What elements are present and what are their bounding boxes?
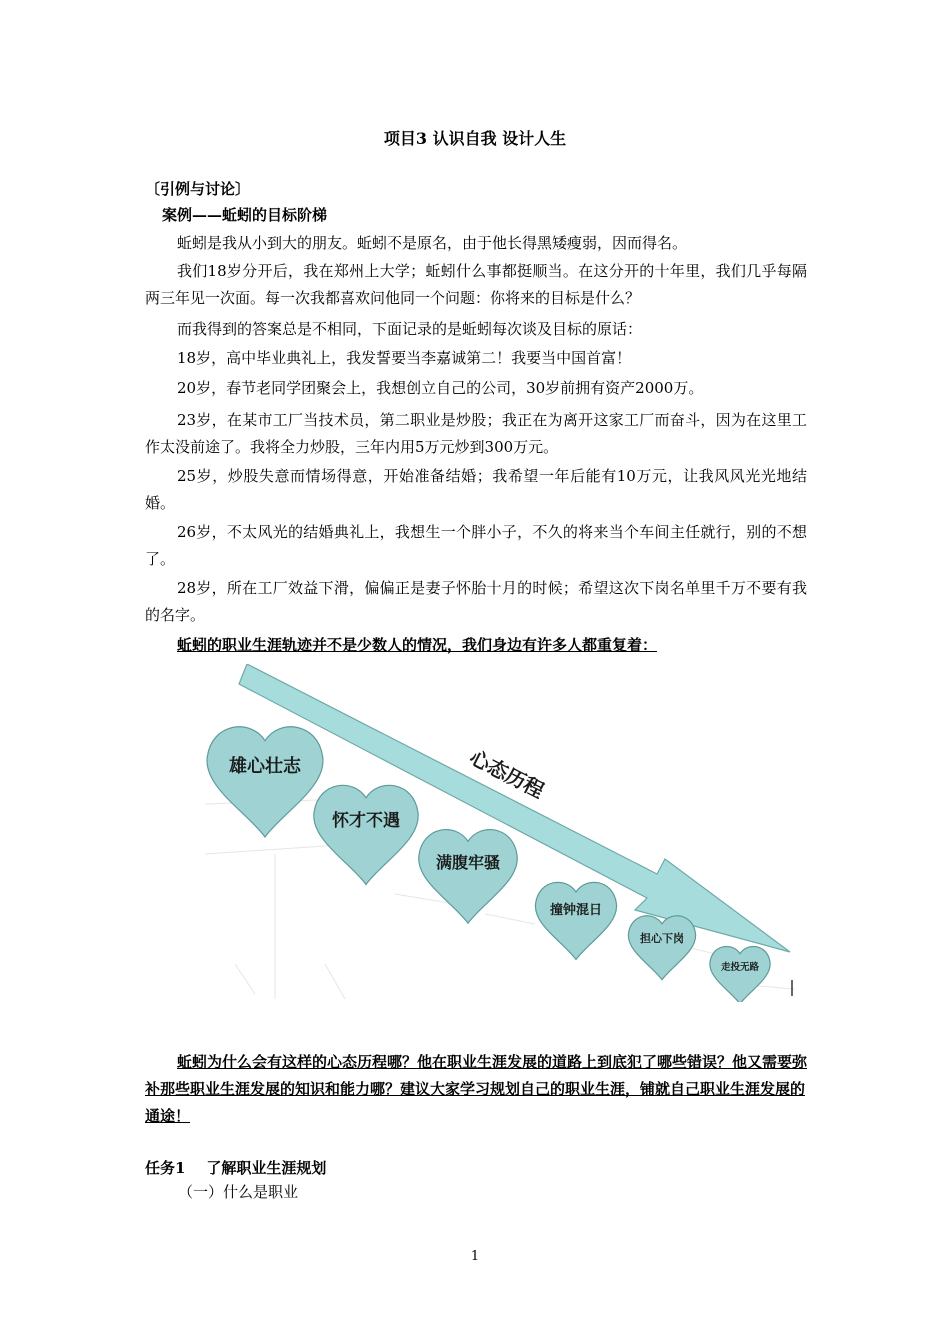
heart-label: 雄心壮志 — [229, 756, 301, 777]
heart-label: 满腹牢骚 — [435, 853, 501, 872]
discussion-question: 蚯蚓为什么会有这样的心态历程哪？他在职业生涯发展的道路上到底犯了哪些错误？他又需要弥补那些职业生涯发展的知识和能力哪？建议大家学习规划自己的职业生涯，铺就自己职业生涯发展的通途！ — [145, 1053, 808, 1125]
task-title: 任务1 了解职业生涯规划 — [145, 1159, 327, 1177]
arrow-label: 心态历程 — [465, 745, 548, 803]
paragraph: 23岁，在某市工厂当技术员，第二职业是炒股；我正在为离开这家工厂而奋斗，因为在这里工作太没前途了。我将全力炒股，三年内用5万元炒到300万元。 — [145, 411, 807, 456]
heart-label: 担心下岗 — [640, 932, 684, 945]
heart-shape — [628, 916, 695, 980]
paragraph: 26岁，不太风光的结婚典礼上，我想生一个胖小子，不久的将来当个车间主任就行，别的不想了。 — [145, 523, 807, 568]
heart-label: 撞钟混日 — [549, 903, 603, 918]
heart-shape — [314, 785, 418, 884]
paragraph: 20岁，春节老同学团聚会上，我想创立自己的公司，30岁前拥有资产2000万。 — [177, 379, 704, 397]
heart-shape — [207, 727, 323, 837]
observation-text: 蚯蚓的职业生涯轨迹并不是少数人的情况，我们身边有许多人都重复着： — [177, 636, 658, 654]
page-title: 项目3 认识自我 设计人生 — [383, 129, 567, 148]
paragraph: 18岁，高中毕业典礼上，我发誓要当李嘉诚第二！我要当中国首富！ — [177, 349, 632, 367]
paragraph: 28岁，所在工厂效益下滑，偏偏正是妻子怀胎十月的时候；希望这次下岗名单里千万不要有我的名字。 — [145, 579, 807, 624]
heart-label: 怀才不遇 — [332, 811, 400, 831]
heart-shape — [710, 946, 770, 1002]
heart-shape — [419, 830, 518, 924]
paragraph: 而我得到的答案总是不相同，下面记录的是蚯蚓每次谈及目标的原话： — [177, 320, 643, 338]
subsection-title: （一）什么是职业 — [178, 1183, 299, 1201]
paragraph: 我们18岁分开后，我在郑州上大学；蚯蚓什么事都挺顺当。在这分开的十年里，我们几乎每隔两三年见一次面。每一次我都喜欢问他同一个问题：你将来的目标是什么？ — [145, 262, 807, 307]
case-title: 案例——蚯蚓的目标阶梯 — [162, 206, 328, 224]
paragraph: 25岁，炒股失意而情场得意，开始准备结婚；我希望一年后能有10万元，让我风风光光地结婚。 — [145, 467, 807, 512]
section-intro: 〔引例与讨论〕 — [145, 180, 251, 198]
paragraph: 蚯蚓是我从小到大的朋友。蚯蚓不是原名，由于他长得黑矮瘦弱，因而得名。 — [177, 234, 688, 252]
heart-label: 走投无路 — [720, 962, 760, 973]
page-number: 1 — [470, 1249, 480, 1264]
heart-shape — [535, 882, 616, 959]
mental-journey-figure — [195, 664, 805, 1002]
